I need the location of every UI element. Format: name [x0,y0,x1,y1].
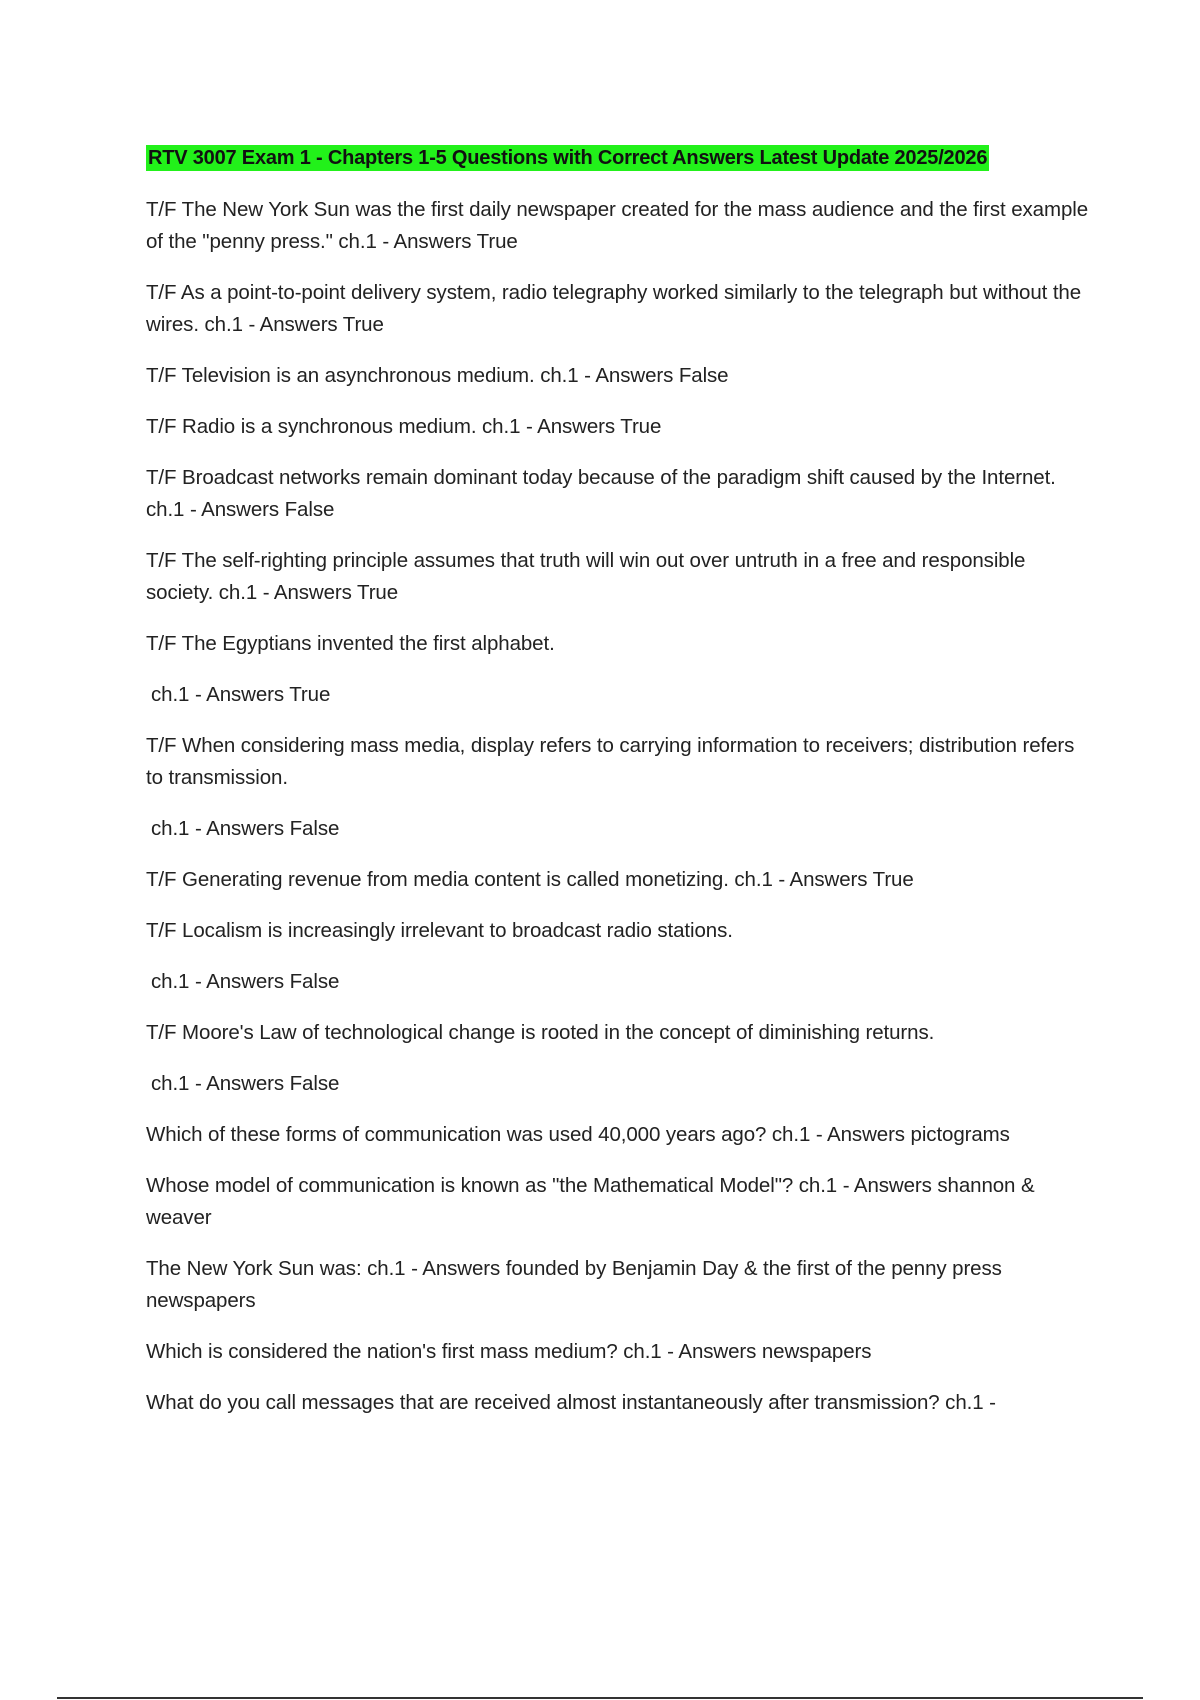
question-paragraph: T/F Localism is increasingly irrelevant to broadcast radio stations. [146,919,733,942]
question-paragraph: Whose model of communication is known as "the Mathematical Model"? ch.1 - Answers shannon & weaver [146,1174,1035,1229]
title-block [146,144,1091,174]
document-title: RTV 3007 Exam 1 - Chapters 1-5 Questions with Correct Answers Latest Update 2025/2026 [148,147,988,169]
question-paragraph: T/F The New York Sun was the first daily newspaper created for the mass audience and the first example of the "penny press." ch.1 - Answers True [146,198,1089,253]
answer-paragraph: ch.1 - Answers True [151,683,331,706]
answer-paragraph: ch.1 - Answers False [151,817,340,840]
question-paragraph: T/F Broadcast networks remain dominant today because of the paradigm shift caused by the Internet. ch.1 - Answers False [146,466,1056,521]
question-paragraph: The New York Sun was: ch.1 - Answers founded by Benjamin Day & the first of the penny press newspapers [146,1257,1002,1312]
question-paragraph: T/F When considering mass media, display refers to carrying information to receivers; distribution refers to transmission. [146,734,1075,789]
question-paragraph: T/F Moore's Law of technological change is rooted in the concept of diminishing returns. [146,1021,935,1044]
answer-paragraph: ch.1 - Answers False [151,1072,340,1095]
page-bottom-rule [57,1697,1143,1699]
question-paragraph: T/F Radio is a synchronous medium. ch.1 - Answers True [146,415,662,438]
question-paragraph: T/F As a point-to-point delivery system, radio telegraphy worked similarly to the telegraph but without the wires. ch.1 - Answers True [146,281,1082,336]
question-paragraph: T/F Television is an asynchronous medium. ch.1 - Answers False [146,364,729,387]
question-paragraph: Which of these forms of communication was used 40,000 years ago? ch.1 - Answers pictograms [146,1123,1010,1146]
question-paragraph: What do you call messages that are received almost instantaneously after transmission? ch.1 - [146,1391,996,1414]
question-paragraph: T/F Generating revenue from media content is called monetizing. ch.1 - Answers True [146,868,914,891]
question-paragraph: T/F The Egyptians invented the first alphabet. [146,632,555,655]
question-paragraph: Which is considered the nation's first mass medium? ch.1 - Answers newspapers [146,1340,872,1363]
question-paragraph: T/F The self-righting principle assumes that truth will win out over untruth in a free and responsible society. ch.1 - Answers True [146,549,1026,604]
answer-paragraph: ch.1 - Answers False [151,970,340,993]
document-body [146,144,1091,1438]
